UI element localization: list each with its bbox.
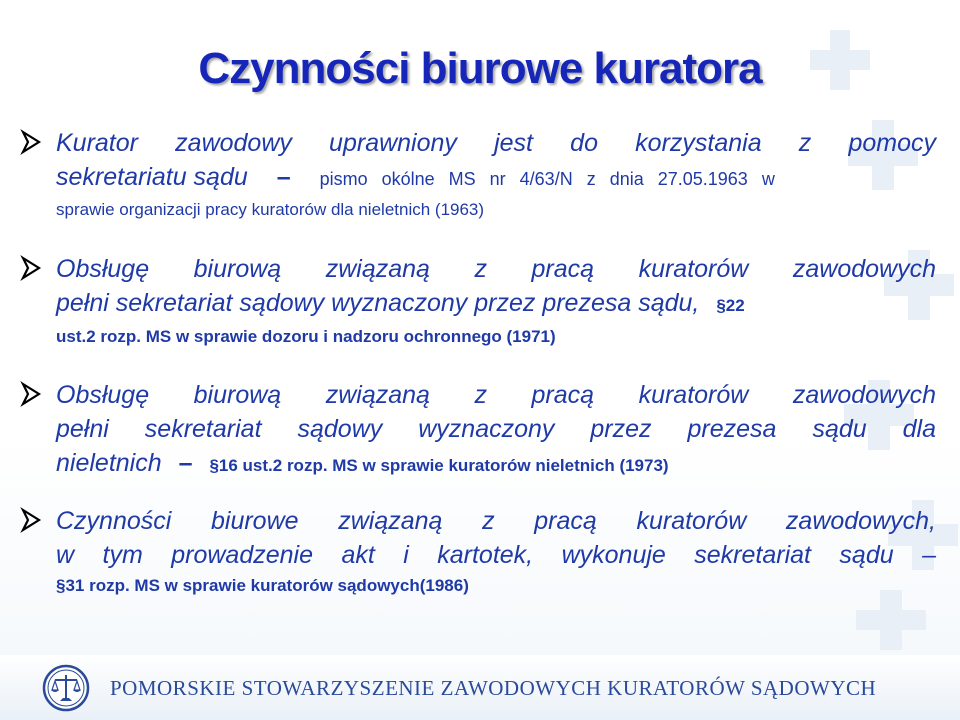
- item-1-note: sprawie organizacji pracy kuratorów dla nieletnich (1963): [56, 200, 485, 219]
- arrow-bullet-icon: [20, 507, 42, 533]
- item-3-dash: –: [178, 449, 193, 477]
- arrow-bullet-icon: [20, 381, 42, 407]
- item-1-line-1: Kurator zawodowy uprawniony jest do korzystania z pomocy: [56, 129, 936, 157]
- item-2-note: ust.2 rozp. MS w sprawie dozoru i nadzoru ochronnego (1971): [56, 327, 556, 346]
- arrow-bullet-icon: [20, 255, 42, 281]
- item-4-line-2: w tym prowadzenie akt i kartotek, wykonuje sekretariat sądu –: [56, 541, 936, 569]
- arrow-bullet-icon: [20, 129, 42, 155]
- item-1-line-2: [56, 160, 936, 196]
- item-1-line-2-main: sekretariatu sądu: [56, 163, 248, 191]
- item-3-line-3: [56, 446, 936, 483]
- item-2-line-2-note: §22: [716, 296, 745, 315]
- organization-name: POMORSKIE STOWARZYSZENIE ZAWODOWYCH KURATORÓW SĄDOWYCH: [110, 676, 877, 700]
- item-1-dash: –: [276, 163, 291, 191]
- item-2-line-2-main: pełni sekretariat sądowy wyznaczony przez prezesa sądu,: [56, 289, 700, 317]
- bullet-item-1: [56, 126, 936, 224]
- page-title: Czynności biurowe kuratora: [198, 44, 762, 93]
- item-3-line-3-main: nieletnich: [56, 449, 162, 477]
- item-2-line-1: Obsługę biurową związaną z pracą kuratorów zawodowych: [56, 255, 936, 283]
- bullet-item-4: [56, 504, 936, 600]
- item-4-line-1: Czynności biurowe związaną z pracą kuratorów zawodowych,: [56, 507, 936, 535]
- scales-of-justice-icon: [42, 664, 90, 712]
- item-3-line-1: Obsługę biurową związaną z pracą kuratorów zawodowych: [56, 381, 936, 409]
- item-4-note: §31 rozp. MS w sprawie kuratorów sądowych(1986): [56, 576, 469, 595]
- bullet-item-3: [56, 378, 936, 483]
- item-3-line-3-note: §16 ust.2 rozp. MS w sprawie kuratorów nieletnich (1973): [209, 456, 669, 475]
- item-3-line-2: pełni sekretariat sądowy wyznaczony przez prezesa sądu dla: [56, 415, 936, 443]
- item-1-line-2-note: pismo okólne MS nr 4/63/N z dnia 27.05.1963 w: [319, 169, 775, 189]
- item-2-line-2: [56, 286, 936, 323]
- bullet-item-2: [56, 252, 936, 351]
